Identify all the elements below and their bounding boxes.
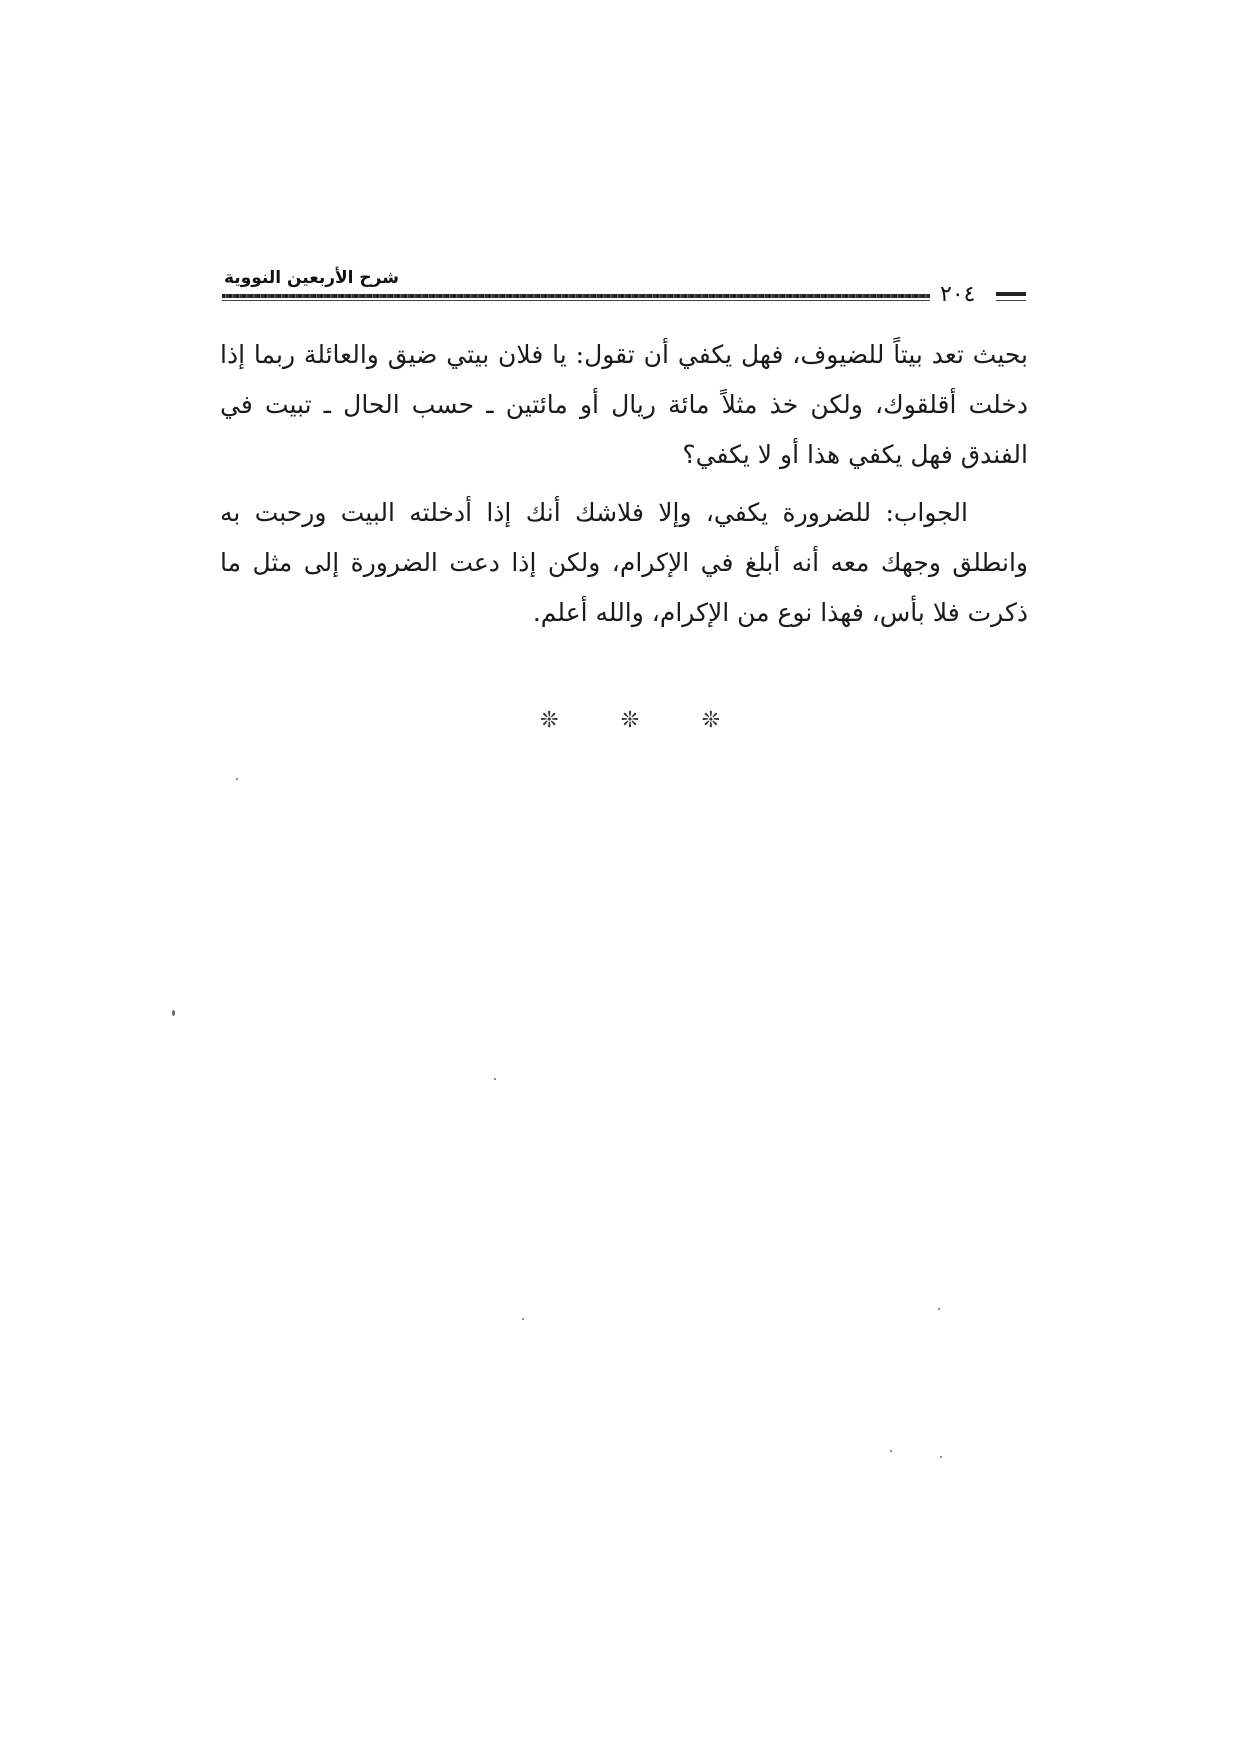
scan-speck xyxy=(522,1318,524,1320)
header-rule xyxy=(222,294,930,298)
paragraph-answer: الجواب: للضرورة يكفي، وإلا فلاشك أنك إذا أدخلته البيت ورحبت به وانطلق وجهك معه أنه أبلغ في الإكرام، ولكن إذا دعت الضرورة إلى مثل ما ذكرت فلا بأس، فهذا نوع من الإكرام، والله أعلم. xyxy=(220,498,1028,627)
scan-speck xyxy=(938,1308,940,1310)
body-text xyxy=(220,330,1028,638)
separator-star-icon: ❊ xyxy=(620,708,640,733)
scan-speck xyxy=(940,1456,942,1458)
paragraph-question: بحيث تعد بيتاً للضيوف، فهل يكفي أن تقول: يا فلان بيتي ضيق والعائلة ربما إذا دخلت أقلقوك، ولكن خذ مثلاً مائة ريال أو مائتين ـ حسب الحال ـ تبيت في الفندق فهل يكفي هذا أو لا يكفي؟ xyxy=(220,340,1028,469)
header-rule-thin xyxy=(222,300,930,301)
page-number-bar-thin xyxy=(996,300,1026,301)
page-number-bar xyxy=(996,292,1026,296)
page-number: ٢٠٤ xyxy=(940,282,976,307)
separator-star-icon: ❊ xyxy=(540,708,559,733)
scan-speck xyxy=(172,1010,175,1016)
scan-speck xyxy=(890,1450,892,1452)
page-header xyxy=(222,268,1027,307)
section-separator xyxy=(540,708,720,733)
scan-speck xyxy=(236,778,238,780)
scan-speck xyxy=(494,1078,496,1080)
running-title: شرح الأربعين النووية xyxy=(224,268,399,288)
separator-star-icon: ❊ xyxy=(701,708,720,733)
